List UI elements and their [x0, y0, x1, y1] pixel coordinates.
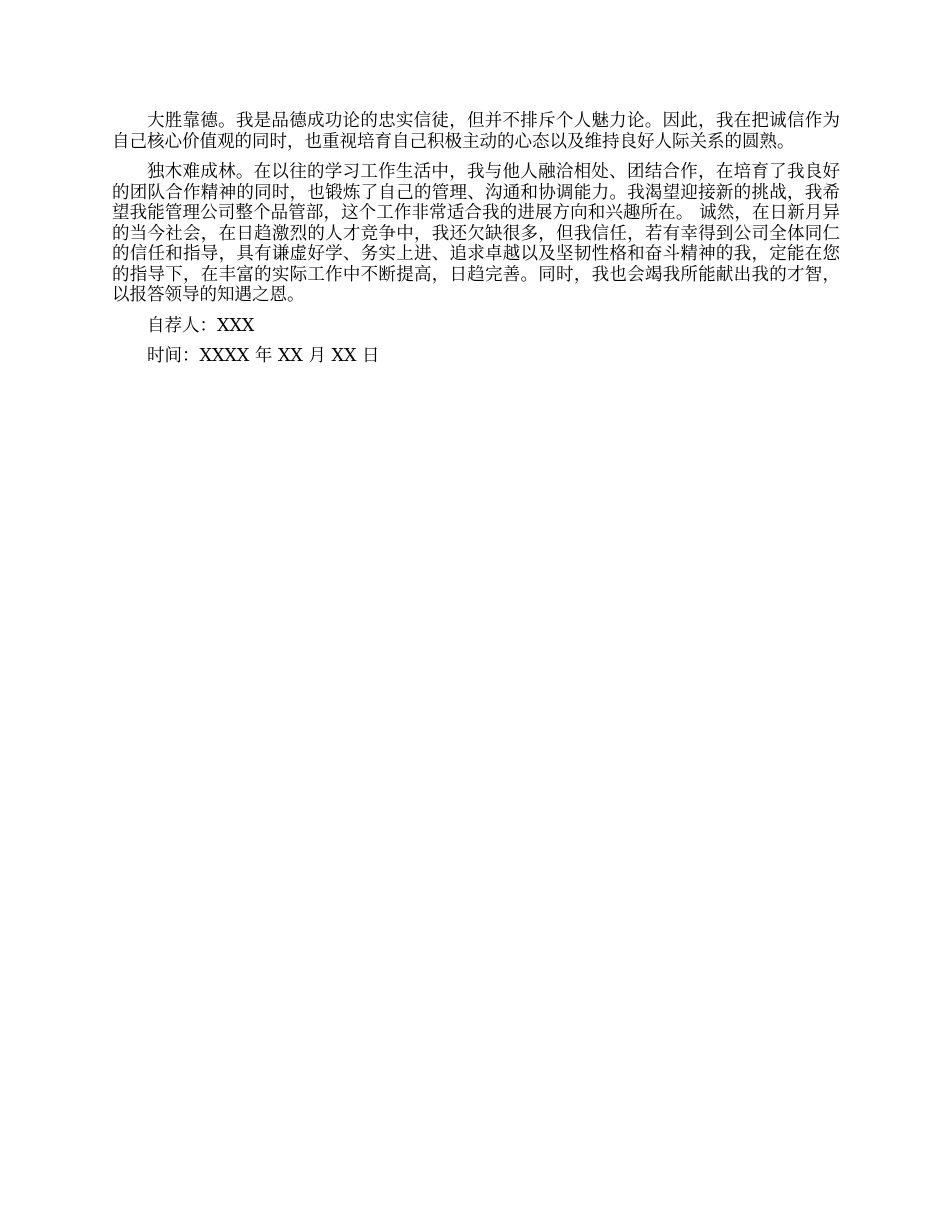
- paragraph-teamwork: 独木难成林。在以往的学习工作生活中，我与他人融洽相处、团结合作，在培育了我良好的团队合作精神的同时，也锻炼了自己的管理、沟通和协调能力。我渴望迎接新的挑战，我希望我能管理公司整个品管部，这个工作非常适合我的进展方向和兴趣所在。 诚然，在日新月异的当今社会，在日趋激烈的人才竞争中，我还欠缺很多，但我信任，若有幸得到公司全体同仁的信任和指导，具有谦虚好学、务实上进、追求卓越以及坚韧性格和奋斗精神的我，定能在您的指导下，在丰富的实际工作中不断提高，日趋完善。同时，我也会竭我所能献出我的才智，以报答领导的知遇之恩。: [112, 162, 840, 305]
- signature-line: 自荐人：XXX: [147, 315, 255, 336]
- paragraph-character: 大胜靠德。我是品德成功论的忠实信徒，但并不排斥个人魅力论。因此，我在把诚信作为自己核心价值观的同时，也重视培育自己积极主动的心态以及维持良好人际关系的圆熟。: [112, 111, 840, 152]
- document-body: [112, 111, 840, 377]
- date-line: 时间：XXXX 年 XX 月 XX 日: [147, 346, 380, 366]
